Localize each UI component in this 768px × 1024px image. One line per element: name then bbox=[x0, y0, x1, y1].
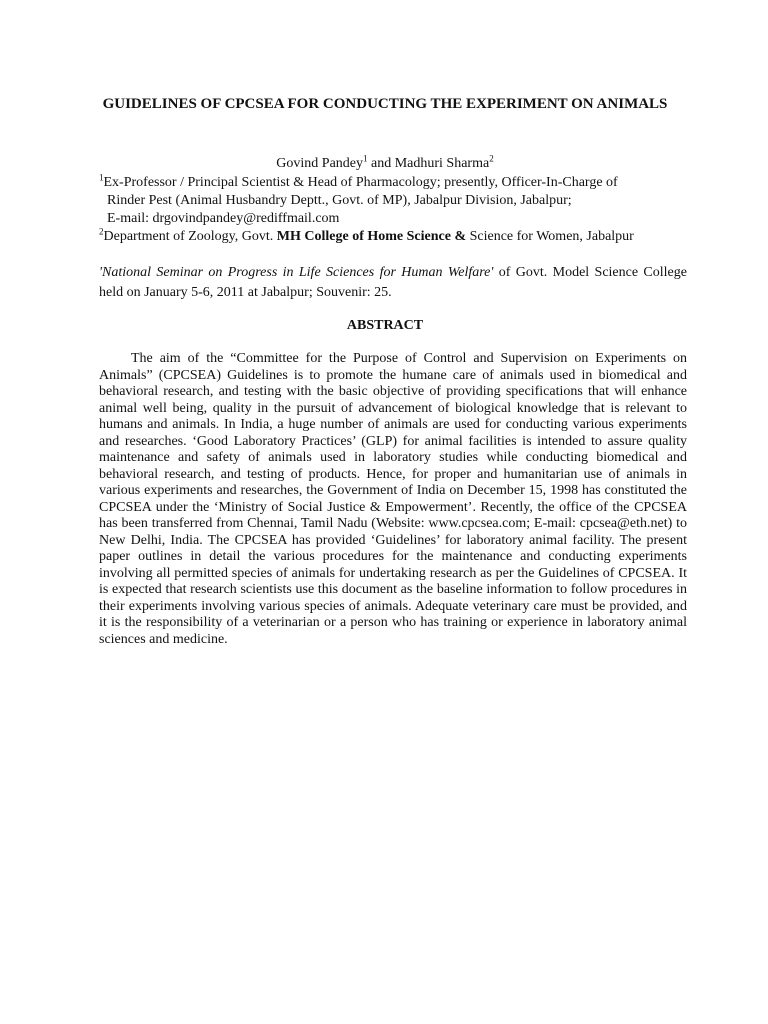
affiliation-2-prefix: Department of Zoology, Govt. bbox=[103, 229, 277, 244]
affiliation-2 bbox=[99, 228, 699, 246]
affiliation-2-suffix: Science for Women, Jabalpur bbox=[466, 229, 634, 244]
affiliation-1-line-1 bbox=[99, 172, 618, 190]
author-2-name: Madhuri Sharma bbox=[394, 156, 490, 171]
affiliation-1-line-2: Rinder Pest (Animal Husbandry Deptt., Govt. of MP), Jabalpur Division, Jabalpur; bbox=[107, 193, 572, 208]
seminar-name: 'National Seminar on Progress in Life Sciences for Human Welfare' bbox=[99, 265, 494, 280]
abstract-heading: ABSTRACT bbox=[346, 318, 424, 333]
seminar-citation bbox=[99, 263, 687, 303]
abstract-paragraph: The aim of the “Committee for the Purpose of Control and Supervision on Experiments on Animals” (CPCSEA) Guidelines is to promote the humane care of animals used in biomedical and behavioral research, and testing with the basic objective of providing specifications that will enhance animal well being, quality in the pursuit of advancement of biological knowledge that is relevant to humans and animals. In India, a huge number of animals are used for conducting various experiments and researches. ‘Good Laboratory Practices’ (GLP) for animal facilities is intended to assure quality maintenance and safety of animals used in laboratory studies while conducting biomedical and behavioral research, and testing of products. Hence, for proper and humanitarian use of animals in various experiments and researches, the Government of India on December 15, 1998 has constituted the CPCSEA under the ‘Ministry of Social Justice & Empowerment’. Recently, the office of the CPCSEA has been transferred from Chennai, Tamil Nadu (Website: www.cpcsea.com; E-mail: cpcsea@eth.net) to New Delhi, India. The CPCSEA has provided ‘Guidelines’ for laboratory animal facility. The present paper outlines in detail the various procedures for the maintenance and conducting experiments involving all permitted species of animals for undertaking research as per the Guidelines of CPCSEA. It is expected that research scientists use this document as the baseline information to follow procedures in their experiments involving various species of animals. Adequate veterinary care must be provided, and it is the responsibility of a veterinarian or a person who has training or experience in laboratory animal sciences and medicine. bbox=[99, 351, 687, 647]
affiliation-2-superscript: 2 bbox=[99, 226, 104, 237]
author-2-superscript: 2 bbox=[489, 153, 494, 164]
affiliation-2-college: MH College of Home Science & bbox=[276, 229, 467, 244]
affiliation-1-line-1-text: Ex-Professor / Principal Scientist & Head of Pharmacology; presently, Officer-In-Charge of bbox=[103, 175, 618, 190]
affiliation-1 bbox=[99, 174, 699, 228]
affiliation-1-email: E-mail: drgovindpandey@rediffmail.com bbox=[107, 211, 340, 226]
author-joiner: and bbox=[367, 156, 395, 171]
author-1-name: Govind Pandey bbox=[276, 156, 363, 171]
affiliation-1-superscript: 1 bbox=[99, 172, 104, 183]
seminar-details: of Govt. Model Science College held on January 5-6, 2011 at Jabalpur; Souvenir: 25. bbox=[99, 265, 687, 300]
author-1-superscript: 1 bbox=[363, 153, 368, 164]
author-line bbox=[90, 155, 680, 173]
paper-title: GUIDELINES OF CPCSEA FOR CONDUCTING THE EXPERIMENT ON ANIMALS bbox=[102, 96, 668, 112]
